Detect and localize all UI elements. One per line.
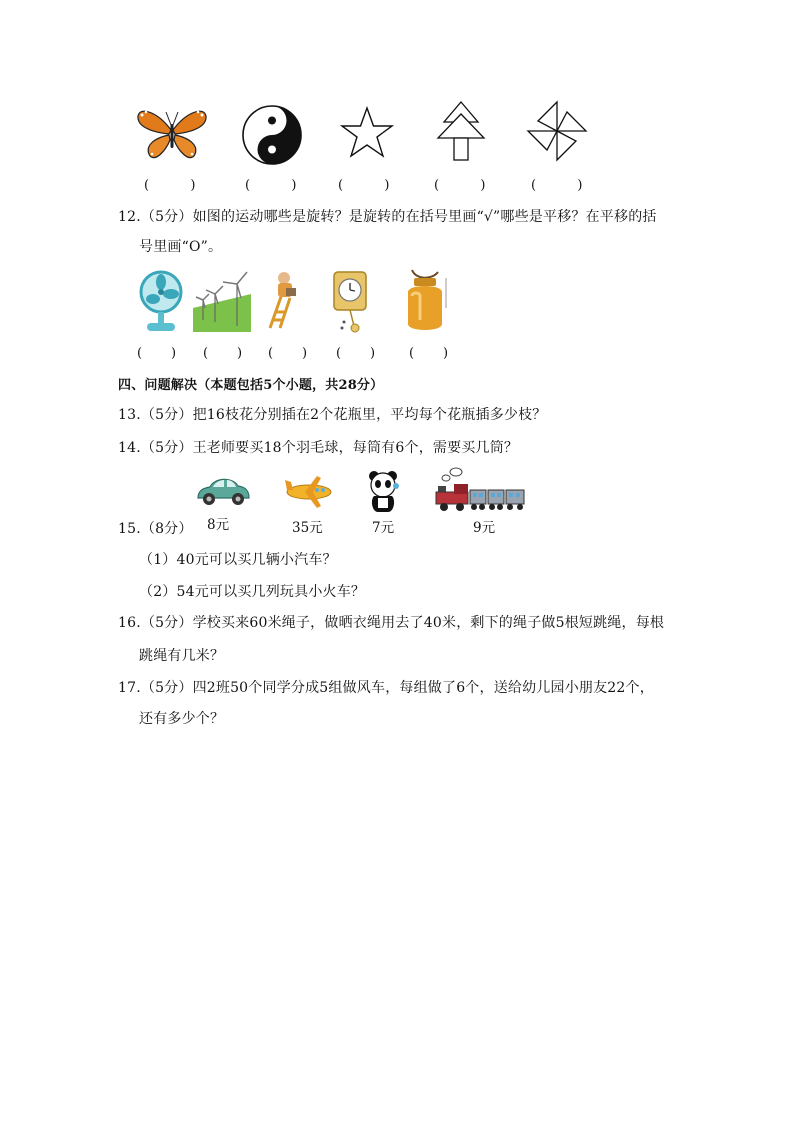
question-15-sub-2: （2）54元可以买几列玩具小火车？: [139, 584, 366, 600]
tree-figure: [434, 100, 488, 162]
train-price: 9元: [473, 520, 496, 536]
toy-car-figure: [194, 472, 252, 508]
answer-paren-1[interactable]: ( ): [144, 178, 196, 193]
toy-train-figure: [434, 466, 526, 512]
answer-paren-2[interactable]: ( ): [245, 178, 297, 193]
rotation-paren-4[interactable]: ( ): [336, 346, 376, 361]
panda-price: 7元: [372, 520, 395, 536]
question-15-label: 15.（8分）: [118, 521, 193, 537]
question-12-line-1: 12.（5分）如图的运动哪些是旋转？是旋转的在括号里画“√”哪些是平移？在平移的括: [118, 209, 657, 225]
question-17-line-2: 还有多少个？: [139, 711, 225, 727]
star-figure: [339, 106, 395, 160]
electric-fan-figure: [138, 268, 184, 334]
toy-panda-figure: [366, 470, 402, 514]
question-16-line-2: 跳绳有几米？: [139, 648, 225, 664]
question-17-line-1: 17.（5分）四2班50个同学分成5组做风车，每组做了6个，送给幼儿园小朋友22个，: [118, 680, 654, 696]
question-12-line-2: 号里画“O”。: [139, 239, 223, 255]
rotation-paren-3[interactable]: ( ): [268, 346, 308, 361]
rotation-paren-5[interactable]: ( ): [409, 346, 449, 361]
question-13: 13.（5分）把16枝花分别插在2个花瓶里，平均每个花瓶插多少枝？: [118, 407, 547, 423]
car-price: 8元: [207, 517, 230, 533]
child-on-slide-figure: [262, 270, 302, 330]
section-4-heading: 四、问题解决（本题包括5个小题，共28分）: [118, 378, 384, 393]
answer-paren-3[interactable]: ( ): [338, 178, 390, 193]
honey-jar-figure: [402, 268, 450, 334]
rotation-paren-1[interactable]: ( ): [137, 346, 177, 361]
butterfly-figure: [136, 104, 208, 162]
toy-plane-figure: [283, 474, 335, 510]
question-15-sub-1: （1）40元可以买几辆小汽车？: [139, 552, 337, 568]
answer-paren-5[interactable]: ( ): [531, 178, 583, 193]
answer-paren-4[interactable]: ( ): [434, 178, 486, 193]
question-16-line-1: 16.（5分）学校买来60米绳子，做晒衣绳用去了40米，剩下的绳子做5根短跳绳，每根: [118, 615, 665, 631]
plane-price: 35元: [292, 520, 323, 536]
pinwheel-figure: [526, 100, 588, 162]
wind-turbines-figure: [193, 268, 251, 332]
pendulum-clock-figure: [330, 266, 370, 336]
rotation-paren-2[interactable]: ( ): [203, 346, 243, 361]
yin-yang-figure: [241, 104, 303, 166]
question-14: 14.（5分）王老师要买18个羽毛球，每筒有6个，需要买几筒？: [118, 440, 519, 456]
